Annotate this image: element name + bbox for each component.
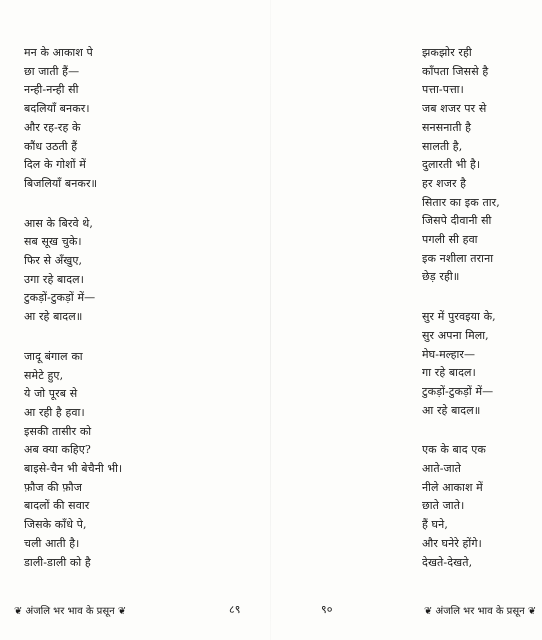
poem-line: अब क्या कहिए?: [24, 443, 91, 457]
poem-line: सालती है,: [422, 139, 463, 153]
poem-line: बादलों की सवार: [24, 499, 90, 513]
poem-line: छा जाती हैं—: [24, 64, 80, 78]
poem-line: टुकड़ों-टुकड़ों में—: [24, 291, 96, 305]
poem-line: झकझोर रही: [422, 46, 472, 59]
poem-line: आ रहे बादल॥: [422, 403, 481, 417]
poem-line: और रह-रह के: [24, 120, 81, 134]
poem-line: दिल के गोशों में: [24, 158, 86, 172]
stanza: [24, 348, 122, 572]
poem-line: पगली सी हवा: [422, 233, 478, 247]
poem-line: फिर से अँखुए,: [24, 254, 83, 268]
poem-line: सनसनाती है: [422, 120, 472, 134]
poem-line: जादू बंगाल का: [24, 349, 83, 363]
stanza: [24, 215, 122, 327]
poem-line: बिजलियाँ बनकर॥: [24, 176, 98, 190]
poem-line: जिसपे दीवानी सी: [422, 214, 492, 228]
poem-line: आ रहे बादल॥: [24, 310, 83, 324]
poem-line: फ़ौज की फ़ौज: [24, 480, 82, 494]
poem-line: आते-जाते: [422, 462, 462, 476]
poem-line: हैं घने,: [422, 518, 448, 532]
poem-line: बाइसे-चैन भी बेचैनी भी।: [24, 462, 123, 476]
poem-line: छेड़ रही॥: [422, 270, 460, 284]
stanza: [422, 308, 500, 420]
poem-line: सब सूख चुके।: [24, 235, 82, 249]
poem-line: डाली-डाली को है: [24, 555, 91, 569]
poem-line: सितार का इक तार,: [422, 195, 500, 209]
poem-line: कौंध उठती हैं: [24, 139, 78, 153]
book-title-footer: ❦ अंजलि भर भाव के प्रसून ❦: [424, 606, 537, 617]
poem-line: देखते-देखते,: [422, 555, 473, 569]
poem-line: और घनेरे होंगे।: [422, 536, 482, 550]
poem-line: सुर में पुरवइया के,: [422, 310, 496, 324]
poem-line: आस के बिरवे थे,: [24, 216, 93, 230]
page-number: ८९: [229, 603, 241, 616]
poem-line: टुकड़ों-टुकड़ों में—: [422, 384, 494, 398]
poem-line: नीले आकाश में: [422, 480, 483, 494]
poem-line: चली आती है।: [24, 536, 80, 550]
stanza: [24, 44, 122, 194]
poem-text: [422, 44, 500, 593]
poem-text: [24, 44, 122, 593]
poem-line: उगा रहे बादल।: [24, 272, 85, 286]
book-title-footer: ❦ अंजलि भर भाव के प्रसून ❦: [14, 606, 127, 617]
stanza: [422, 44, 500, 287]
poem-line: छाते जाते।: [422, 499, 465, 513]
poem-line: इक नशीला तराना: [422, 251, 494, 265]
poem-line: बदलियाँ बनकर।: [24, 102, 90, 116]
poem-line: आ रही है हवा।: [24, 405, 85, 419]
poem-line: काँपता जिससे है: [422, 64, 489, 78]
poem-line: समेटे हुए,: [24, 368, 64, 382]
poem-line: जब शजर पर से: [422, 102, 487, 116]
poem-line: नन्ही-नन्ही सी: [24, 83, 79, 97]
poem-line: एक के बाद एक: [422, 443, 486, 457]
page-number: ९०: [321, 603, 333, 616]
poem-line: दुलारती भी है।: [422, 158, 481, 172]
right-page: [271, 0, 542, 640]
poem-line: जिसके काँधे पे,: [24, 518, 87, 532]
stanza: [422, 441, 500, 572]
poem-line: हर शजर है: [422, 176, 467, 190]
poem-line: इसकी तासीर को: [24, 424, 92, 438]
poem-line: मन के आकाश पे: [24, 46, 93, 59]
poem-line: गा रहे बादल।: [422, 366, 476, 380]
poem-line: मेघ-मल्हार—: [422, 347, 476, 361]
poem-line: ये जो पूरब से: [24, 387, 78, 401]
poem-line: पत्ता-पत्ता।: [422, 83, 464, 97]
poem-line: सुर अपना मिला,: [422, 328, 489, 342]
